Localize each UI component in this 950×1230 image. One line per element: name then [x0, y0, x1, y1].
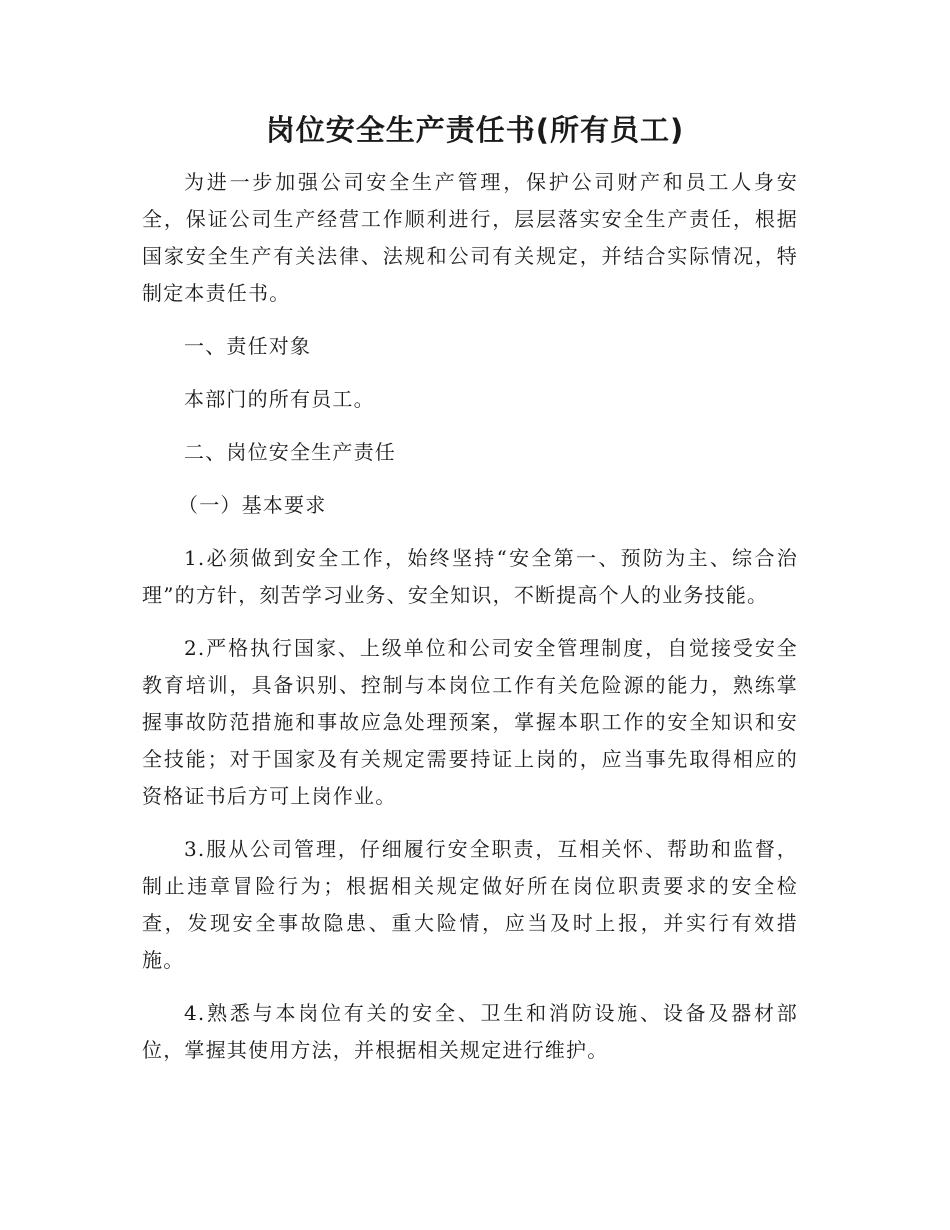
section-heading-responsibility-target: 一、责任对象 — [184, 334, 312, 358]
document-body — [142, 164, 798, 1069]
requirement-item-1: 1.必须做到安全工作，始终坚持“安全第一、预防为主、综合治理”的方针，刻苦学习业务、安全知识，不断提高个人的业务技能。 — [142, 546, 798, 607]
document-title: 岗位安全生产责任书(所有员工) — [265, 113, 685, 147]
section-heading-post-safety-responsibility: 二、岗位安全生产责任 — [184, 440, 396, 464]
intro-paragraph: 为进一步加强公司安全生产管理，保护公司财产和员工人身安全，保证公司生产经营工作顺利进行，层层落实安全生产责任，根据国家安全生产有关法律、法规和公司有关规定，并结合实际情况，特制定本责任书。 — [142, 170, 798, 305]
requirement-item-2: 2.严格执行国家、上级单位和公司安全管理制度，自觉接受安全教育培训，具备识别、控制与本岗位工作有关危险源的能力，熟练掌握事故防范措施和事故应急处理预案，掌握本职工作的安全知识和安全技能；对于国家及有关规定需要持证上岗的，应当事先取得相应的资格证书后方可上岗作业。 — [142, 636, 798, 808]
requirement-item-3: 3.服从公司管理，仔细履行安全职责，互相关怀、帮助和监督，制止违章冒险行为；根据相关规定做好所在岗位职责要求的安全检查，发现安全事故隐患、重大险情，应当及时上报，并实行有效措施。 — [142, 837, 798, 972]
requirement-item-4: 4.熟悉与本岗位有关的安全、卫生和消防设施、设备及器材部位，掌握其使用方法，并根据相关规定进行维护。 — [142, 1001, 798, 1062]
subsection-heading-basic-requirements: （一）基本要求 — [178, 493, 327, 517]
responsibility-target-text: 本部门的所有员工。 — [184, 387, 375, 411]
